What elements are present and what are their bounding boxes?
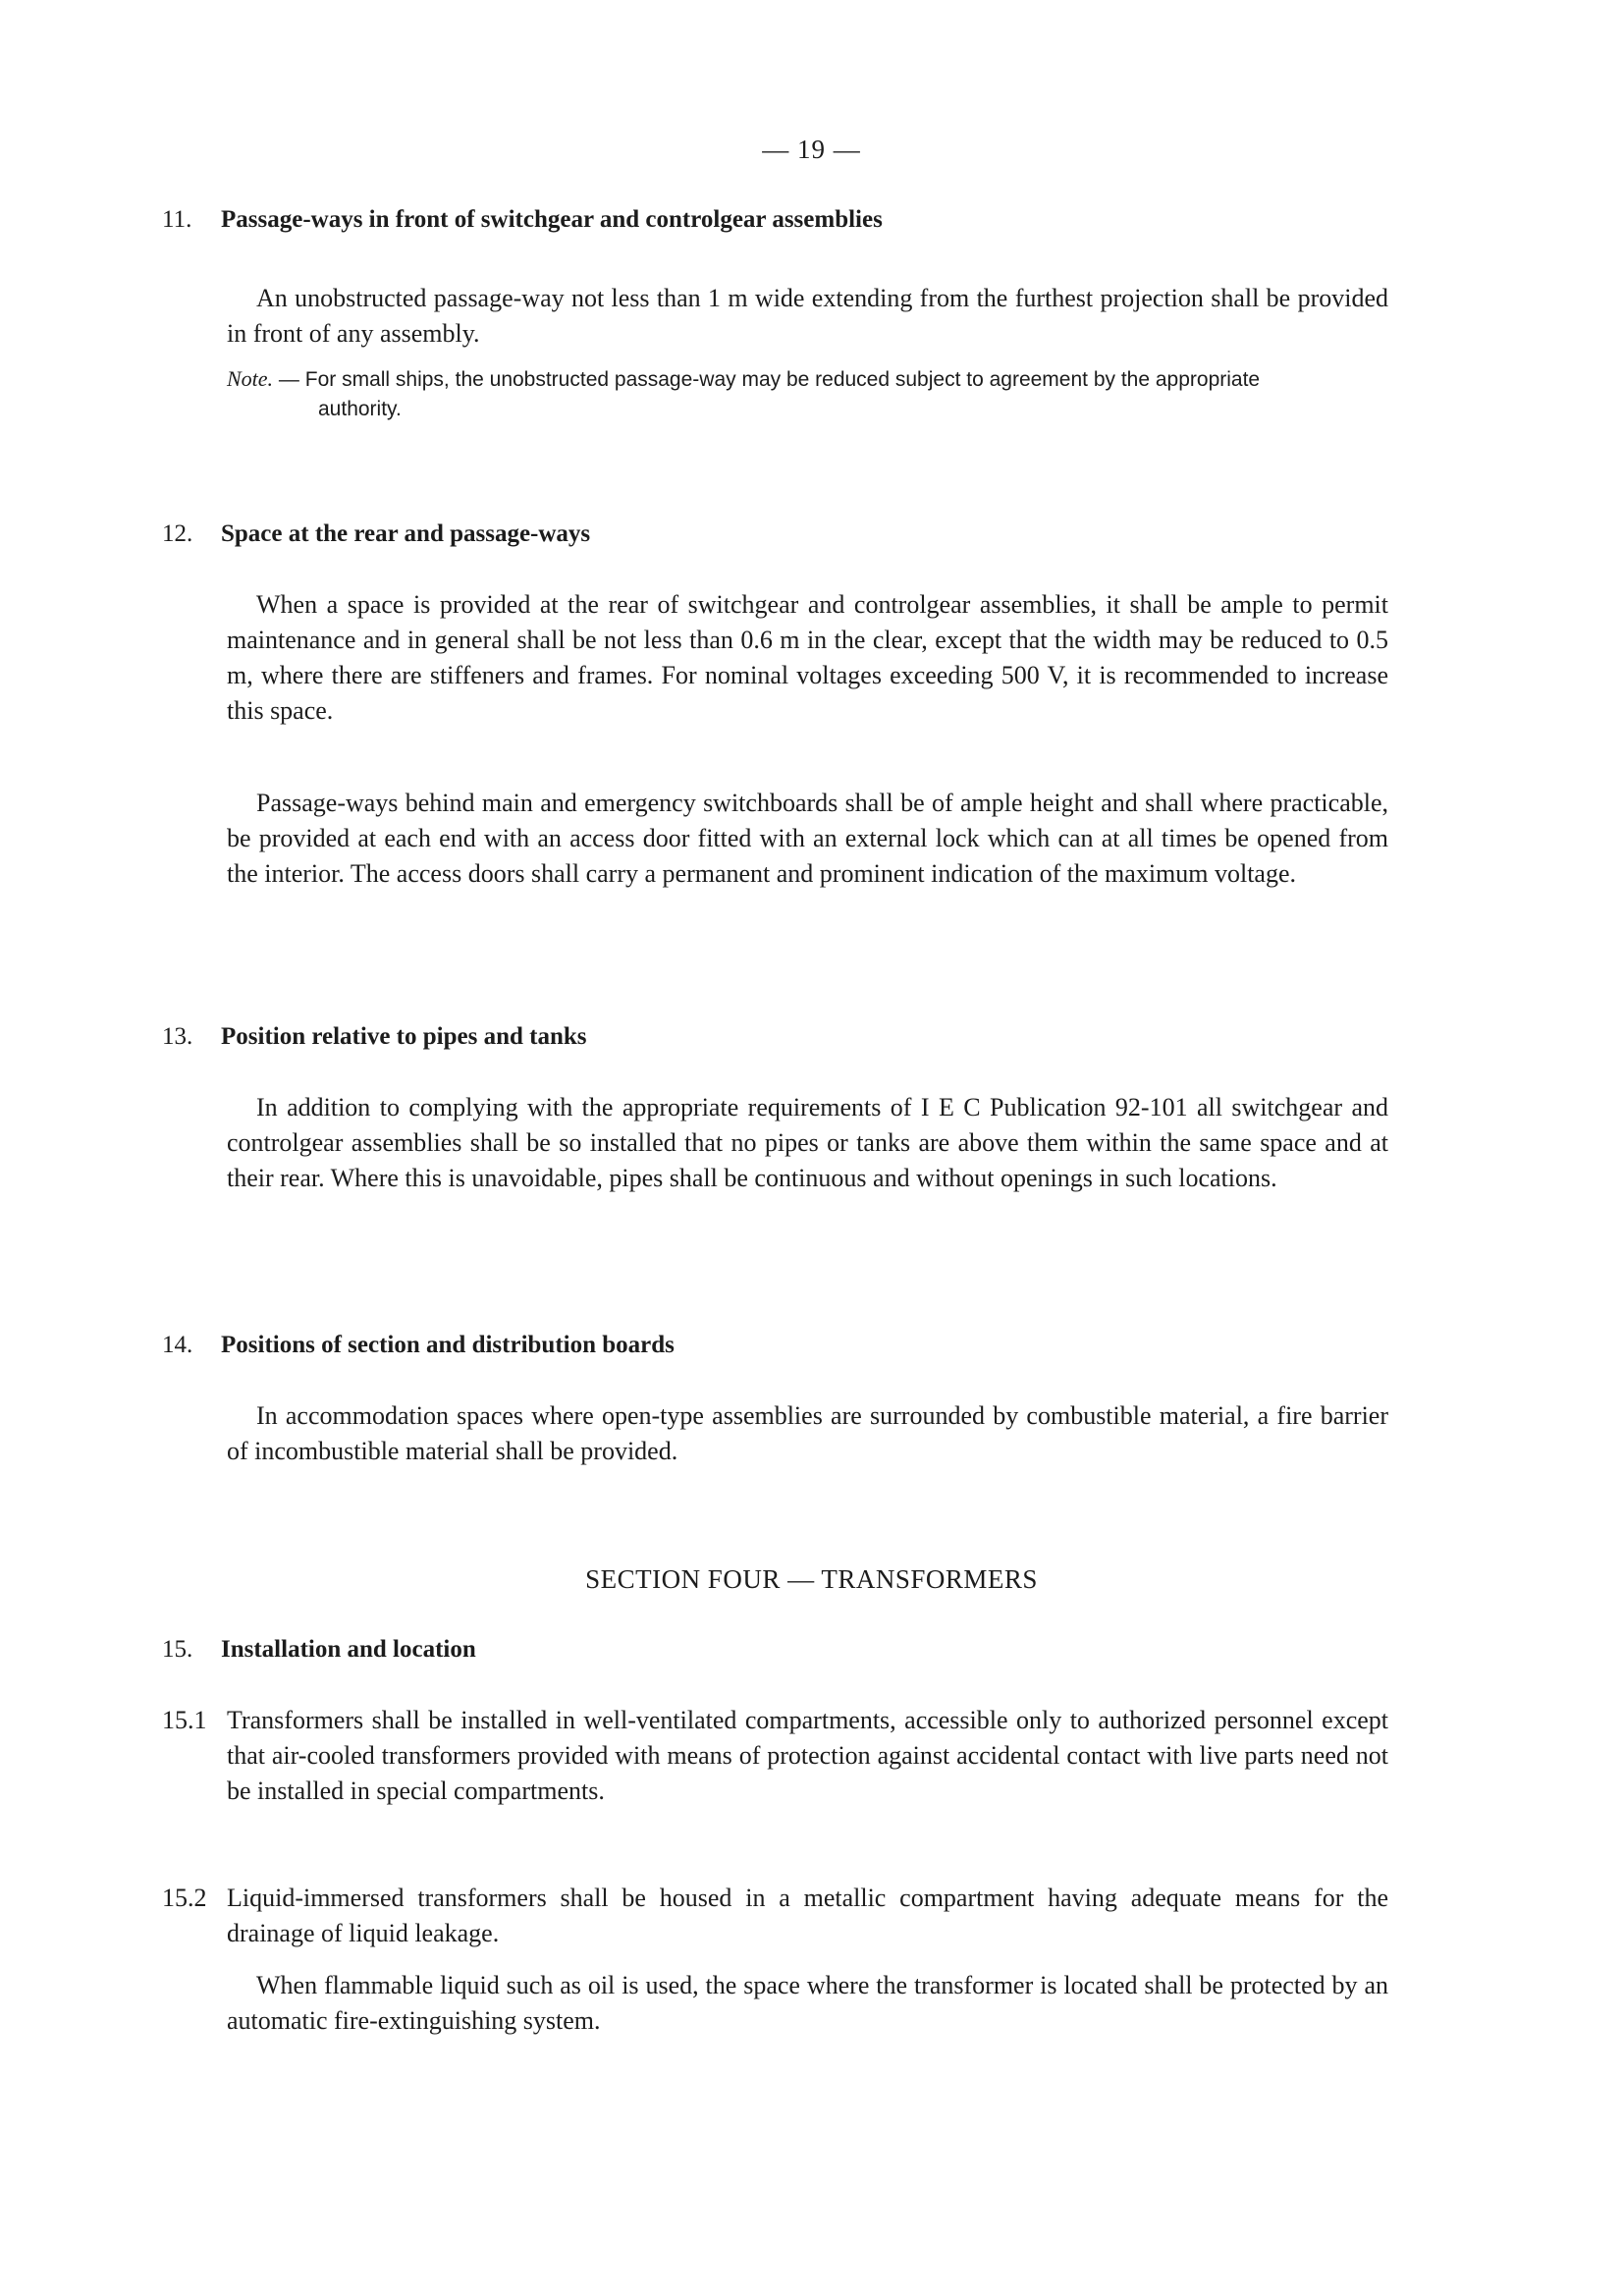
note-label: Note. [227,366,274,391]
heading-section-13 [162,1023,587,1051]
section-four-title: SECTION FOUR — TRANSFORMERS [585,1564,1038,1594]
note-text-line1: — For small ships, the unobstructed passage-way may be reduced subject to agreement by the appropriate [278,368,1261,391]
section-11-paragraph: An unobstructed passage-way not less than 1 m wide extending from the furthest projection shall be provided in front of any assembly. [227,284,1388,348]
section-14-paragraph: In accommodation spaces where open-type assemblies are surrounded by combustible material, a fire barrier of incombustible material shall be provided. [227,1401,1388,1465]
heading-section-12 [162,520,590,548]
subsection-15-1 [162,1703,1388,1809]
subsection-number: 15.2 [162,1884,207,1912]
section-title: Position relative to pipes and tanks [221,1023,587,1050]
section-title: Positions of section and distribution boards [221,1332,675,1358]
section-title: Passage-ways in front of switchgear and controlgear assemblies [221,206,883,233]
page-number: — 19 — [762,135,861,164]
heading-section-15 [162,1636,476,1664]
subsection-text: Liquid-immersed transformers shall be housed in a metallic compartment having adequate means for the drainage of liquid leakage. [227,1884,1388,1947]
note-text-line2: authority. [318,398,402,420]
subsection-text: Transformers shall be installed in well-ventilated compartments, accessible only to authorized personnel except that air-cooled transformers provided with means of protection against accidental contact with live parts need not be installed in special compartments. [227,1706,1388,1805]
section-title: Installation and location [221,1636,476,1663]
section-number: 13. [162,1023,193,1050]
subsection-15-2 [162,1881,1388,1951]
section-number: 14. [162,1332,193,1358]
section-number: 12. [162,520,193,547]
subsection-15-2-paragraph-2: When flammable liquid such as oil is used, the space where the transformer is located shall be protected by an automatic fire-extinguishing system. [227,1971,1388,2035]
section-13-paragraph: In addition to complying with the appropriate requirements of I E C Publication 92-101 all switchgear and controlgear assemblies shall be so installed that no pipes or tanks are above them within the same space and at their rear. Where this is unavoidable, pipes shall be continuous and without openings in such locations. [227,1093,1388,1192]
section-number: 15. [162,1636,193,1663]
section-title: Space at the rear and passage-ways [221,520,591,547]
section-11-note [227,364,1388,424]
subsection-number: 15.1 [162,1706,207,1734]
section-12-paragraph-1: When a space is provided at the rear of switchgear and controlgear assemblies, it shall be ample to permit maintenance and in general shall be not less than 0.6 m in the clear, except that the width may be reduced to 0.5 m, where there are stiffeners and frames. For nominal voltages exceeding 500 V, it is recommended to increase this space. [227,590,1388,725]
section-12-paragraph-2: Passage-ways behind main and emergency switchboards shall be of ample height and shall where practicable, be provided at each end with an access door fitted with an external lock which can at all times be opened from the interior. The access doors shall carry a permanent and prominent indication of the maximum voltage. [227,789,1388,888]
heading-section-14 [162,1332,675,1359]
heading-section-11 [162,206,883,234]
section-number: 11. [162,206,192,233]
